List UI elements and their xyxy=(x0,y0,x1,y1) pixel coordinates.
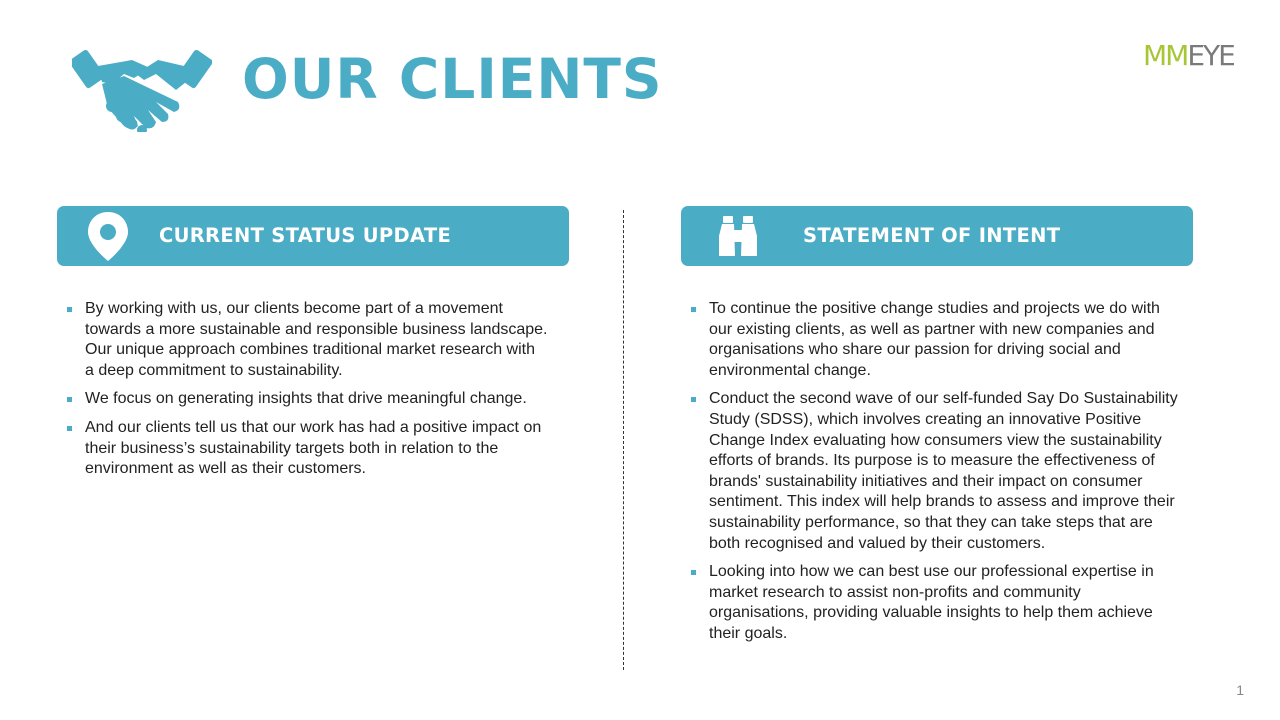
current-status-list xyxy=(66,299,548,488)
map-pin-icon xyxy=(83,209,133,263)
page-title: OUR CLIENTS xyxy=(242,47,663,111)
current-status-heading: CURRENT STATUS UPDATE xyxy=(159,224,452,247)
logo-mm-text: MM xyxy=(1143,39,1188,72)
page-number: 1 xyxy=(1236,682,1244,698)
list-item: We focus on generating insights that drive meaningful change. xyxy=(66,389,548,410)
handshake-icon xyxy=(72,44,212,132)
binoculars-icon xyxy=(715,214,761,260)
statement-of-intent-list xyxy=(690,299,1178,653)
column-divider xyxy=(623,210,624,670)
statement-of-intent-banner xyxy=(681,206,1193,266)
list-item: To continue the positive change studies and projects we do with our existing clients, as well as partner with new companies and organisations who share our passion for driving social and environmental change. xyxy=(690,299,1178,381)
list-item: By working with us, our clients become part of a movement towards a more sustainable and responsible business landscape. Our unique approach combines traditional market research with a deep commitment to sustainability. xyxy=(66,299,548,381)
list-item: Conduct the second wave of our self-funded Say Do Sustainability Study (SDSS), which involves creating an innovative Positive Change Index evaluating how consumers view the sustainability efforts of brands. Its purpose is to measure the effectiveness of brands' sustainability initiatives and their impact on consumer sentiment. This index will help brands to assess and improve their sustainability performance, so that they can take steps that are both recognised and valued by their customers. xyxy=(690,389,1178,554)
logo-eye-text: EYE xyxy=(1187,39,1234,72)
list-item: Looking into how we can best use our professional expertise in market research to assist non-profits and community organisations, providing valuable insights to help them achieve their goals. xyxy=(690,562,1178,644)
company-logo xyxy=(1143,40,1234,72)
list-item: And our clients tell us that our work has had a positive impact on their business’s sustainability targets both in relation to the environment as well as their customers. xyxy=(66,418,548,480)
current-status-banner xyxy=(57,206,569,266)
statement-of-intent-heading: STATEMENT OF INTENT xyxy=(803,224,1061,247)
